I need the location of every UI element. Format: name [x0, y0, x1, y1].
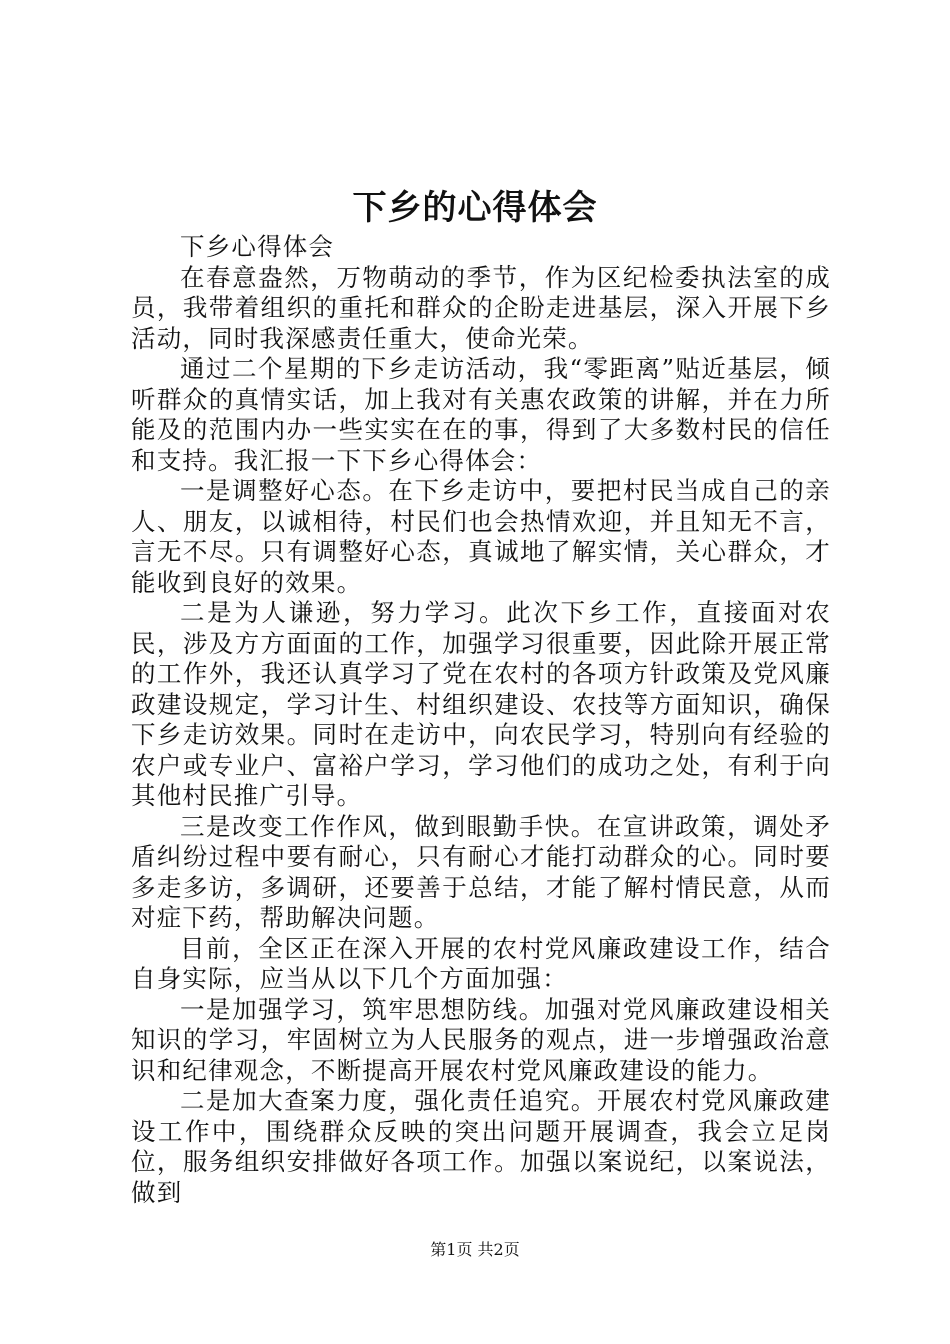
paragraph-subtitle: 下乡心得体会	[180, 232, 335, 261]
paragraph-current-work: 目前，全区正在深入开展的农村党风廉政建设工作，结合自身实际，应当从以下几个方面加强：	[131, 933, 831, 993]
paragraph-visit-summary: 通过二个星期的下乡走访活动，我“零距离”贴近基层，倾听群众的真情实话，加上我对有关惠农政策的讲解，并在力所能及的范围内办一些实实在在的事，得到了大多数村民的信任和支持。我汇报一下下乡心得体会：	[131, 354, 831, 475]
page-number: 第1页 共2页	[430, 1240, 520, 1259]
document-title: 下乡的心得体会	[352, 188, 598, 228]
paragraph-measure-2: 二是加大查案力度，强化责任追究。开展农村党风廉政建设工作中，围绕群众反映的突出问题开展调查，我会立足岗位，服务组织安排做好各项工作。加强以案说纪，以案说法，做到	[131, 1086, 831, 1207]
document-body	[131, 232, 831, 1208]
paragraph-intro: 在春意盎然，万物萌动的季节，作为区纪检委执法室的成员，我带着组织的重托和群众的企盼走进基层，深入开展下乡活动，同时我深感责任重大，使命光荣。	[131, 262, 831, 353]
paragraph-point-3: 三是改变工作作风，做到眼勤手快。在宣讲政策，调处矛盾纠纷过程中要有耐心，只有耐心才能打动群众的心。同时要多走多访，多调研，还要善于总结，才能了解村情民意，从而对症下药，帮助解决问题。	[131, 811, 831, 932]
paragraph-point-2: 二是为人谦逊，努力学习。此次下乡工作，直接面对农民，涉及方方面面的工作，加强学习很重要，因此除开展正常的工作外，我还认真学习了党在农村的各项方针政策及党风廉政建设规定，学习计生、村组织建设、农技等方面知识，确保下乡走访效果。同时在走访中，向农民学习，特别向有经验的农户或专业户、富裕户学习，学习他们的成功之处，有利于向其他村民推广引导。	[131, 598, 831, 810]
paragraph-point-1: 一是调整好心态。在下乡走访中，要把村民当成自己的亲人、朋友，以诚相待，村民们也会热情欢迎，并且知无不言，言无不尽。只有调整好心态，真诚地了解实情，关心群众，才能收到良好的效果。	[131, 476, 831, 597]
paragraph-measure-1: 一是加强学习，筑牢思想防线。加强对党风廉政建设相关知识的学习，牢固树立为人民服务的观点，进一步增强政治意识和纪律观念，不断提高开展农村党风廉政建设的能力。	[131, 994, 831, 1085]
